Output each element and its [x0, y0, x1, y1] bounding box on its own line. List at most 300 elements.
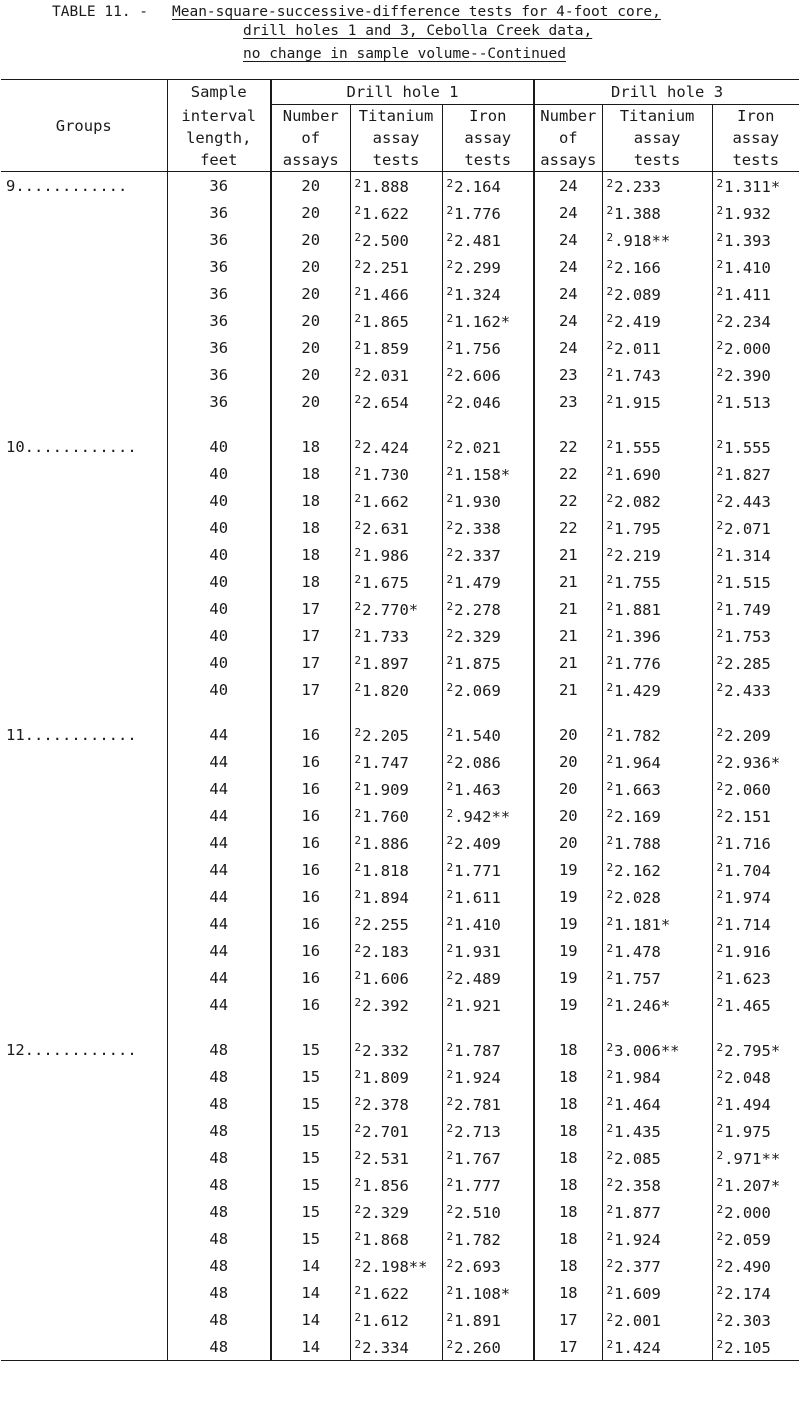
cell-value: 1.756	[454, 340, 501, 358]
cell-dh1-iron	[442, 280, 534, 307]
footnote-marker: 2	[716, 600, 724, 613]
footnote-marker: 2	[354, 339, 362, 352]
footnote-marker: 2	[446, 1068, 454, 1081]
footnote-marker: 2	[716, 780, 724, 793]
cell-dh3-iron	[712, 1252, 799, 1279]
header-groups: Groups	[1, 80, 167, 172]
cell-value: 2.260	[454, 1339, 501, 1357]
cell-value: 1.986	[362, 547, 409, 565]
cell-interval-length: 36	[167, 199, 271, 226]
footnote-marker: 2	[354, 1041, 362, 1054]
cell-value: 1.795	[614, 520, 661, 538]
table-row	[1, 1036, 799, 1063]
cell-dh1-iron	[442, 748, 534, 775]
footnote-marker: 2	[446, 546, 454, 559]
header-interval-1: Sample	[167, 80, 271, 105]
group-label	[1, 829, 167, 856]
cell-dh3-titanium	[602, 1279, 712, 1306]
table-header	[1, 80, 799, 172]
footnote-marker: 2	[354, 861, 362, 874]
footnote-marker: 2	[716, 231, 724, 244]
cell-value: 2.164	[454, 178, 501, 196]
cell-value: 2.338	[454, 520, 501, 538]
footnote-marker: 2	[446, 1257, 454, 1270]
cell-interval-length: 40	[167, 595, 271, 622]
group-spacer	[1, 1018, 799, 1036]
cell-dh3-titanium	[602, 676, 712, 703]
cell-dh3-iron	[712, 568, 799, 595]
cell-value: 1.465	[724, 997, 771, 1015]
cell-dh3-iron	[712, 307, 799, 334]
table-row	[1, 541, 799, 568]
cell-dh1-titanium	[350, 748, 442, 775]
cell-dh1-titanium	[350, 388, 442, 415]
cell-value: 1.747	[362, 754, 409, 772]
cell-dh3-number: 21	[534, 595, 602, 622]
cell-dh3-titanium	[602, 361, 712, 388]
footnote-marker: 2	[354, 654, 362, 667]
cell-value: 2.303	[724, 1312, 771, 1330]
footnote-marker: 2	[354, 465, 362, 478]
cell-dh1-iron	[442, 622, 534, 649]
cell-value: 1.881	[614, 601, 661, 619]
cell-value: 1.975	[724, 1123, 771, 1141]
cell-dh3-iron	[712, 1333, 799, 1361]
cell-interval-length: 40	[167, 433, 271, 460]
caption-line-3: no change in sample volume--Continued	[243, 46, 567, 62]
cell-value: 1.916	[724, 943, 771, 961]
footnote-marker: 2	[354, 1338, 362, 1351]
cell-value: 2.169	[614, 808, 661, 826]
footnote-marker: 2	[446, 1284, 454, 1297]
cell-dh1-titanium	[350, 775, 442, 802]
footnote-marker: 2	[606, 888, 614, 901]
cell-value: 2.021	[454, 439, 501, 457]
footnote-marker: 2	[446, 807, 454, 820]
footnote-marker: 2	[354, 627, 362, 640]
group-label	[1, 307, 167, 334]
footnote-marker: 2	[716, 312, 724, 325]
group-label: 10............	[6, 437, 137, 456]
cell-dh1-titanium	[350, 1279, 442, 1306]
cell-interval-length: 48	[167, 1117, 271, 1144]
footnote-marker: 2	[446, 627, 454, 640]
cell-dh3-number: 19	[534, 883, 602, 910]
footnote-marker: 2	[354, 177, 362, 190]
cell-value: .942**	[454, 808, 511, 826]
cell-dh3-titanium	[602, 622, 712, 649]
cell-dh1-iron	[442, 541, 534, 568]
table-row	[1, 748, 799, 775]
cell-dh3-iron	[712, 433, 799, 460]
cell-dh1-iron	[442, 1063, 534, 1090]
cell-value: 1.623	[724, 970, 771, 988]
cell-dh3-iron	[712, 802, 799, 829]
cell-value: 2.174	[724, 1285, 771, 1303]
cell-dh1-titanium	[350, 199, 442, 226]
group-label	[1, 676, 167, 703]
group-label	[1, 910, 167, 937]
cell-dh3-iron	[712, 1144, 799, 1171]
cell-value: 2.255	[362, 916, 409, 934]
cell-dh1-titanium	[350, 334, 442, 361]
group-label	[1, 280, 167, 307]
cell-dh1-number: 15	[271, 1117, 350, 1144]
cell-value: 1.921	[454, 997, 501, 1015]
cell-dh3-iron	[712, 199, 799, 226]
header-dh1-number-1: Number	[271, 105, 350, 128]
table-label: TABLE 11. -	[52, 4, 149, 20]
footnote-marker: 2	[606, 366, 614, 379]
cell-dh1-iron	[442, 595, 534, 622]
footnote-marker: 2	[354, 1311, 362, 1324]
cell-value: 1.463	[454, 781, 501, 799]
cell-value: 1.733	[362, 628, 409, 646]
cell-dh1-iron	[442, 649, 534, 676]
cell-value: 1.877	[614, 1204, 661, 1222]
footnote-marker: 2	[716, 177, 724, 190]
table-row	[1, 937, 799, 964]
cell-value: 2.693	[454, 1258, 501, 1276]
cell-value: 2.329	[362, 1204, 409, 1222]
footnote-marker: 2	[354, 942, 362, 955]
footnote-marker: 2	[354, 1257, 362, 1270]
cell-value: 1.314	[724, 547, 771, 565]
group-label	[1, 1198, 167, 1225]
group-label	[1, 856, 167, 883]
header-interval-3: length,	[167, 127, 271, 149]
footnote-marker: 2	[446, 654, 454, 667]
cell-value: 1.897	[362, 655, 409, 673]
cell-dh3-titanium	[602, 253, 712, 280]
cell-dh3-iron	[712, 388, 799, 415]
cell-dh1-number: 18	[271, 568, 350, 595]
header-dh1-iron-1: Iron	[442, 105, 534, 128]
cell-value: 2.419	[614, 313, 661, 331]
cell-dh1-titanium	[350, 802, 442, 829]
cell-dh1-number: 20	[271, 388, 350, 415]
cell-dh3-iron	[712, 460, 799, 487]
cell-dh3-titanium	[602, 775, 712, 802]
cell-dh3-number: 24	[534, 334, 602, 361]
group-label	[1, 1063, 167, 1090]
cell-dh3-iron	[712, 541, 799, 568]
cell-value: 2.162	[614, 862, 661, 880]
cell-dh3-iron	[712, 622, 799, 649]
cell-value: 2.209	[724, 727, 771, 745]
table-row	[1, 1225, 799, 1252]
cell-dh1-titanium	[350, 280, 442, 307]
cell-dh3-titanium	[602, 1117, 712, 1144]
cell-value: 1.675	[362, 574, 409, 592]
cell-dh1-iron	[442, 172, 534, 200]
footnote-marker: 2	[606, 1257, 614, 1270]
cell-interval-length: 40	[167, 487, 271, 514]
footnote-marker: 2	[716, 1311, 724, 1324]
cell-dh1-titanium	[350, 649, 442, 676]
cell-dh3-number: 24	[534, 280, 602, 307]
cell-value: 1.396	[614, 628, 661, 646]
cell-dh1-titanium	[350, 226, 442, 253]
cell-interval-length: 48	[167, 1198, 271, 1225]
footnote-marker: 2	[606, 312, 614, 325]
cell-value: 2.654	[362, 394, 409, 412]
header-dh3-iron-3: tests	[712, 149, 799, 172]
cell-dh1-number: 16	[271, 964, 350, 991]
cell-value: 1.743	[614, 367, 661, 385]
cell-dh1-titanium	[350, 991, 442, 1018]
footnote-marker: 2	[606, 393, 614, 406]
cell-dh1-iron	[442, 361, 534, 388]
header-interval-4: feet	[167, 149, 271, 172]
cell-dh1-iron	[442, 856, 534, 883]
cell-value: 2.031	[362, 367, 409, 385]
group-label	[1, 883, 167, 910]
cell-dh3-number: 21	[534, 568, 602, 595]
cell-dh3-number: 19	[534, 910, 602, 937]
cell-value: 2.433	[724, 682, 771, 700]
footnote-marker: 2	[606, 1149, 614, 1162]
cell-value: 1.622	[362, 1285, 409, 1303]
footnote-marker: 2	[606, 492, 614, 505]
cell-dh1-titanium	[350, 1063, 442, 1090]
cell-value: 2.085	[614, 1150, 661, 1168]
footnote-marker: 2	[446, 1041, 454, 1054]
header-dh3-titanium-2: assay	[602, 127, 712, 149]
cell-interval-length: 44	[167, 937, 271, 964]
cell-dh3-titanium	[602, 1171, 712, 1198]
footnote-marker: 2	[606, 654, 614, 667]
cell-dh1-titanium	[350, 1144, 442, 1171]
cell-dh3-iron	[712, 829, 799, 856]
table-row	[1, 199, 799, 226]
footnote-marker: 2	[716, 627, 724, 640]
cell-value: 1.494	[724, 1096, 771, 1114]
footnote-marker: 2	[446, 519, 454, 532]
cell-value: 1.181*	[614, 916, 671, 934]
cell-dh3-number: 22	[534, 460, 602, 487]
cell-interval-length: 44	[167, 775, 271, 802]
caption-line-2: drill holes 1 and 3, Cebolla Creek data,	[243, 23, 593, 39]
cell-interval-length: 44	[167, 748, 271, 775]
cell-value: 1.158*	[454, 466, 511, 484]
cell-value: 1.749	[724, 601, 771, 619]
cell-value: 1.931	[454, 943, 501, 961]
cell-dh1-number: 15	[271, 1063, 350, 1090]
table-row	[1, 568, 799, 595]
cell-dh1-iron	[442, 910, 534, 937]
footnote-marker: 2	[446, 339, 454, 352]
cell-interval-length: 48	[167, 1090, 271, 1117]
cell-dh1-number: 20	[271, 361, 350, 388]
footnote-marker: 2	[446, 231, 454, 244]
table-row	[1, 802, 799, 829]
cell-dh1-iron	[442, 1144, 534, 1171]
footnote-marker: 2	[716, 654, 724, 667]
cell-dh3-number: 18	[534, 1144, 602, 1171]
table-row	[1, 460, 799, 487]
cell-dh1-iron	[442, 1279, 534, 1306]
cell-value: 1.716	[724, 835, 771, 853]
table-row	[1, 280, 799, 307]
cell-value: 1.868	[362, 1231, 409, 1249]
footnote-marker: 2	[354, 258, 362, 271]
cell-value: 1.930	[454, 493, 501, 511]
cell-value: 2.795*	[724, 1042, 781, 1060]
group-label	[1, 361, 167, 388]
footnote-marker: 2	[446, 438, 454, 451]
cell-dh1-iron	[442, 1252, 534, 1279]
footnote-marker: 2	[354, 438, 362, 451]
cell-value: 1.788	[614, 835, 661, 853]
cell-dh3-titanium	[602, 280, 712, 307]
cell-dh3-titanium	[602, 802, 712, 829]
table-row	[1, 883, 799, 910]
footnote-marker: 2	[354, 231, 362, 244]
cell-dh1-iron	[442, 1225, 534, 1252]
cell-value: 2.489	[454, 970, 501, 988]
cell-value: 1.820	[362, 682, 409, 700]
cell-dh1-titanium	[350, 1252, 442, 1279]
footnote-marker: 2	[354, 681, 362, 694]
cell-dh1-number: 17	[271, 595, 350, 622]
cell-value: 1.622	[362, 205, 409, 223]
footnote-marker: 2	[354, 753, 362, 766]
cell-value: 2.059	[724, 1231, 771, 1249]
cell-value: 2.151	[724, 808, 771, 826]
footnote-marker: 2	[606, 1068, 614, 1081]
cell-dh1-titanium	[350, 910, 442, 937]
table-row	[1, 226, 799, 253]
cell-dh3-number: 22	[534, 514, 602, 541]
table-row	[1, 253, 799, 280]
cell-value: 2.048	[724, 1069, 771, 1087]
cell-interval-length: 48	[167, 1279, 271, 1306]
cell-value: 2.166	[614, 259, 661, 277]
cell-interval-length: 40	[167, 568, 271, 595]
footnote-marker: 2	[446, 573, 454, 586]
header-dh1-number-2: of	[271, 127, 350, 149]
footnote-marker: 2	[716, 1230, 724, 1243]
footnote-marker: 2	[446, 285, 454, 298]
cell-value: 1.865	[362, 313, 409, 331]
cell-dh3-iron	[712, 649, 799, 676]
group-label	[1, 568, 167, 595]
footnote-marker: 2	[354, 807, 362, 820]
footnote-marker: 2	[716, 681, 724, 694]
cell-dh3-iron	[712, 964, 799, 991]
group-label	[1, 1306, 167, 1333]
cell-value: 2.377	[614, 1258, 661, 1276]
cell-dh3-iron	[712, 676, 799, 703]
cell-interval-length: 44	[167, 721, 271, 748]
cell-value: 2.299	[454, 259, 501, 277]
table-row	[1, 1279, 799, 1306]
footnote-marker: 2	[606, 1338, 614, 1351]
cell-dh1-iron	[442, 1090, 534, 1117]
cell-dh3-titanium	[602, 883, 712, 910]
caption-line-1: Mean-square-successive-difference tests for 4-foot core,	[172, 4, 661, 20]
header-interval-2: interval	[167, 105, 271, 128]
cell-dh3-number: 20	[534, 721, 602, 748]
cell-value: 1.771	[454, 862, 501, 880]
cell-dh1-titanium	[350, 568, 442, 595]
group-label	[1, 622, 167, 649]
cell-value: 1.886	[362, 835, 409, 853]
cell-interval-length: 36	[167, 361, 271, 388]
group-label	[1, 514, 167, 541]
cell-value: 2.060	[724, 781, 771, 799]
table-row	[1, 361, 799, 388]
footnote-marker: 2	[354, 492, 362, 505]
cell-dh1-number: 16	[271, 883, 350, 910]
footnote-marker: 2	[716, 1068, 724, 1081]
header-dh3-iron-1: Iron	[712, 105, 799, 128]
cell-interval-length: 44	[167, 910, 271, 937]
cell-dh3-iron	[712, 595, 799, 622]
footnote-marker: 2	[606, 1203, 614, 1216]
footnote-marker: 2	[446, 600, 454, 613]
cell-dh3-iron	[712, 856, 799, 883]
cell-dh1-titanium	[350, 307, 442, 334]
cell-dh3-titanium	[602, 487, 712, 514]
footnote-marker: 2	[606, 753, 614, 766]
footnote-marker: 2	[354, 1203, 362, 1216]
footnote-marker: 2	[716, 393, 724, 406]
cell-dh1-iron	[442, 1117, 534, 1144]
footnote-marker: 2	[716, 438, 724, 451]
cell-interval-length: 44	[167, 802, 271, 829]
cell-dh1-titanium	[350, 1117, 442, 1144]
cell-dh1-iron	[442, 433, 534, 460]
footnote-marker: 2	[354, 1149, 362, 1162]
cell-value: 1.690	[614, 466, 661, 484]
cell-value: 2.701	[362, 1123, 409, 1141]
footnote-marker: 2	[354, 726, 362, 739]
group-label	[1, 1117, 167, 1144]
cell-value: 2.011	[614, 340, 661, 358]
cell-dh1-titanium	[350, 487, 442, 514]
header-drill-hole-1: Drill hole 1	[271, 80, 534, 105]
cell-value: 1.809	[362, 1069, 409, 1087]
cell-value: 1.757	[614, 970, 661, 988]
cell-dh3-titanium	[602, 910, 712, 937]
table-row	[1, 910, 799, 937]
cell-value: 1.974	[724, 889, 771, 907]
footnote-marker: 2	[606, 519, 614, 532]
cell-dh1-number: 20	[271, 307, 350, 334]
footnote-marker: 2	[716, 366, 724, 379]
table-row	[1, 856, 799, 883]
footnote-marker: 2	[446, 204, 454, 217]
cell-dh1-iron	[442, 514, 534, 541]
table-row	[1, 307, 799, 334]
cell-value: 1.410	[724, 259, 771, 277]
footnote-marker: 2	[716, 1338, 724, 1351]
footnote-marker: 2	[716, 1284, 724, 1297]
cell-dh1-number: 17	[271, 649, 350, 676]
header-drill-hole-3: Drill hole 3	[534, 80, 799, 105]
cell-dh3-number: 18	[534, 1036, 602, 1063]
header-dh3-number-1: Number	[534, 105, 602, 128]
cell-value: 2.028	[614, 889, 661, 907]
cell-interval-length: 44	[167, 991, 271, 1018]
cell-value: 2.329	[454, 628, 501, 646]
group-spacer	[1, 415, 799, 433]
footnote-marker: 2	[446, 834, 454, 847]
footnote-marker: 2	[446, 312, 454, 325]
cell-value: 1.207*	[724, 1177, 781, 1195]
